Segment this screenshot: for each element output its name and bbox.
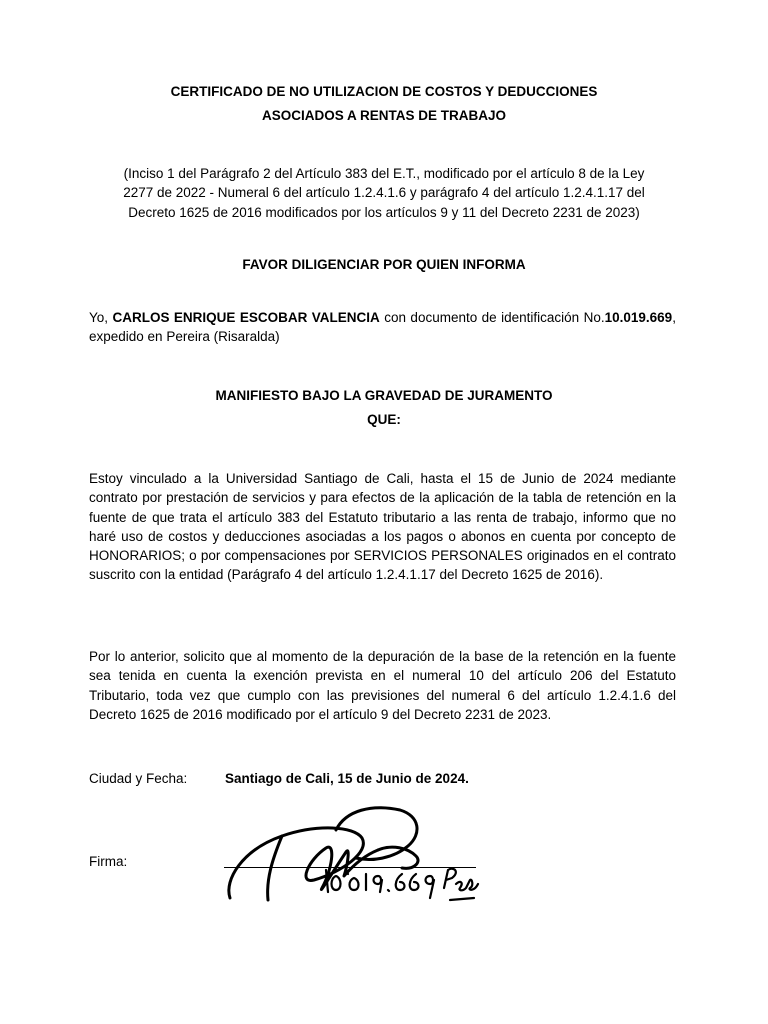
document-title-line-1: CERTIFICADO DE NO UTILIZACION DE COSTOS Y DEDUCCIONES [170,84,598,99]
legal-reference-line-1: (Inciso 1 del Parágrafo 2 del Artículo 383 del E.T., modificado por el artículo 8 de la Ley [123,166,645,181]
body-paragraph-1: Estoy vinculado a la Universidad Santiago de Cali, hasta el 15 de Junio de 2024 mediante contrato por prestación de servicios y para efectos de la aplicación de la tabla de retención en la fuente de que trata el artículo 383 del Estatuto tributario a las renta de trabajo, informo que no haré uso de costos y deducciones asociadas a los pagos o abonos en cuenta por concepto de HONORARIOS; o por compensaciones por SERVICIOS PERSONALES originados en el contrato suscrito con la entidad (Parágrafo 4 del artículo 1.2.4.1.17 del Decreto 1625 de 2016). [89,471,676,583]
handwritten-signature [222,800,482,910]
declarant-prefix: Yo, [89,310,109,325]
declarant-name: CARLOS ENRIQUE ESCOBAR VALENCIA [112,310,380,325]
declarant-id-number: 10.019.669 [604,310,673,325]
declarant-suffix: , expedido en Pereira (Risaralda) [89,310,676,345]
declarant-paragraph [89,308,676,347]
oath-heading-line-2: QUE: [367,412,401,427]
date-label: Ciudad y Fecha: [89,771,188,786]
legal-reference-line-3: Decreto 1625 de 2016 modificados por los artículos 9 y 11 del Decreto 2231 de 2023) [128,204,640,220]
body-paragraph-2: Por lo anterior, solicito que al momento de la depuración de la base de la retención en la fuente sea tenida en cuenta la exención prevista en el numeral 10 del artículo 206 del Estatuto Tributario, toda vez que cumplo con las previsiones del numeral 6 del artículo 1.2.4.1.6 del Decreto 1625 de 2016 modificado por el artículo 9 del Decreto 2231 de 2023. [89,649,676,722]
legal-reference-line-2: 2277 de 2022 - Numeral 6 del artículo 1.2.4.1.6 y parágrafo 4 del artículo 1.2.4.1.17 del [123,185,645,201]
date-value: Santiago de Cali, 15 de Junio de 2024. [225,771,469,786]
oath-heading-line-1: MANIFIESTO BAJO LA GRAVEDAD DE JURAMENTO [215,388,553,403]
document-title-line-2: ASOCIADOS A RENTAS DE TRABAJO [261,108,506,123]
instruction-heading: FAVOR DILIGENCIAR POR QUIEN INFORMA [242,257,526,272]
legal-reference [94,164,674,222]
signature-label: Firma: [89,854,128,869]
declarant-middle: con documento de identificación No. [384,310,605,325]
